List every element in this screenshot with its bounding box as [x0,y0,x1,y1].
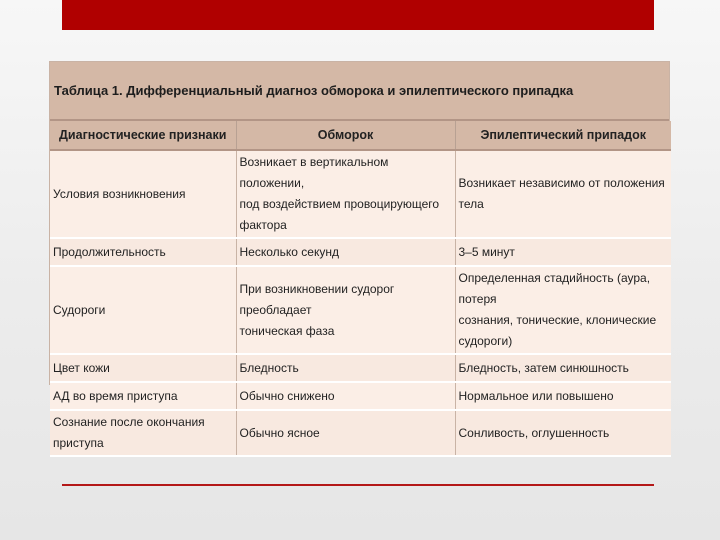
table-header-row [50,121,671,150]
cell-line: Несколько секунд [239,244,339,259]
seizure-cell [455,354,671,382]
sign-cell: Условия возникновения [50,150,236,238]
syncope-cell [236,266,455,354]
cell-line: Сонливость, оглушенность [458,425,610,440]
cell-line: При возникновении судорог преобладает [239,281,395,317]
cell-line: Бледность, затем синюшность [458,360,629,375]
seizure-cell [455,150,671,238]
table-row [50,410,671,456]
cell-line: сознания, тонические, клонические судороги) [458,313,657,348]
diagnosis-table-image [49,61,670,450]
column-header-signs: Диагностические признаки [50,121,236,150]
column-header-seizure: Эпилептический припадок [455,121,671,150]
syncope-cell [236,238,455,266]
table-row [50,238,671,266]
header-accent-bar [62,0,654,30]
cell-line: Бледность [239,360,299,375]
syncope-cell [236,382,455,410]
footer-divider-line [62,484,654,486]
seizure-cell [455,410,671,456]
seizure-cell [455,382,671,410]
sign-cell: Цвет кожи [50,354,236,382]
cell-line: Обычно ясное [239,425,320,440]
table-row [50,354,671,382]
sign-cell: Сознание после окончания приступа [50,410,236,456]
table-row [50,382,671,410]
cell-line: Возникает независимо от положения тела [458,176,665,211]
syncope-cell [236,354,455,382]
seizure-cell [455,266,671,354]
cell-line: Обычно снижено [239,388,335,403]
cell-line: Возникает в вертикальном положении, [239,155,389,190]
syncope-cell [236,410,455,456]
table-row [50,266,671,354]
sign-cell: Продолжительность [50,238,236,266]
sign-cell: Судороги [50,266,236,354]
column-header-syncope: Обморок [236,121,455,150]
cell-line: под воздействием провоцирующего фактора [239,197,440,232]
cell-line: Нормальное или повышено [458,388,614,403]
cell-line: тоническая фаза [239,323,335,338]
cell-line: 3–5 минут [458,244,515,259]
table-row [50,150,671,238]
table-caption: Таблица 1. Дифференциальный диагноз обморока и эпилептического припадка [50,62,669,121]
seizure-cell [455,238,671,266]
differential-diagnosis-table [50,121,671,457]
syncope-cell [236,150,455,238]
sign-cell: АД во время приступа [50,382,236,410]
cell-line: Определенная стадийность (аура, потеря [458,271,651,306]
